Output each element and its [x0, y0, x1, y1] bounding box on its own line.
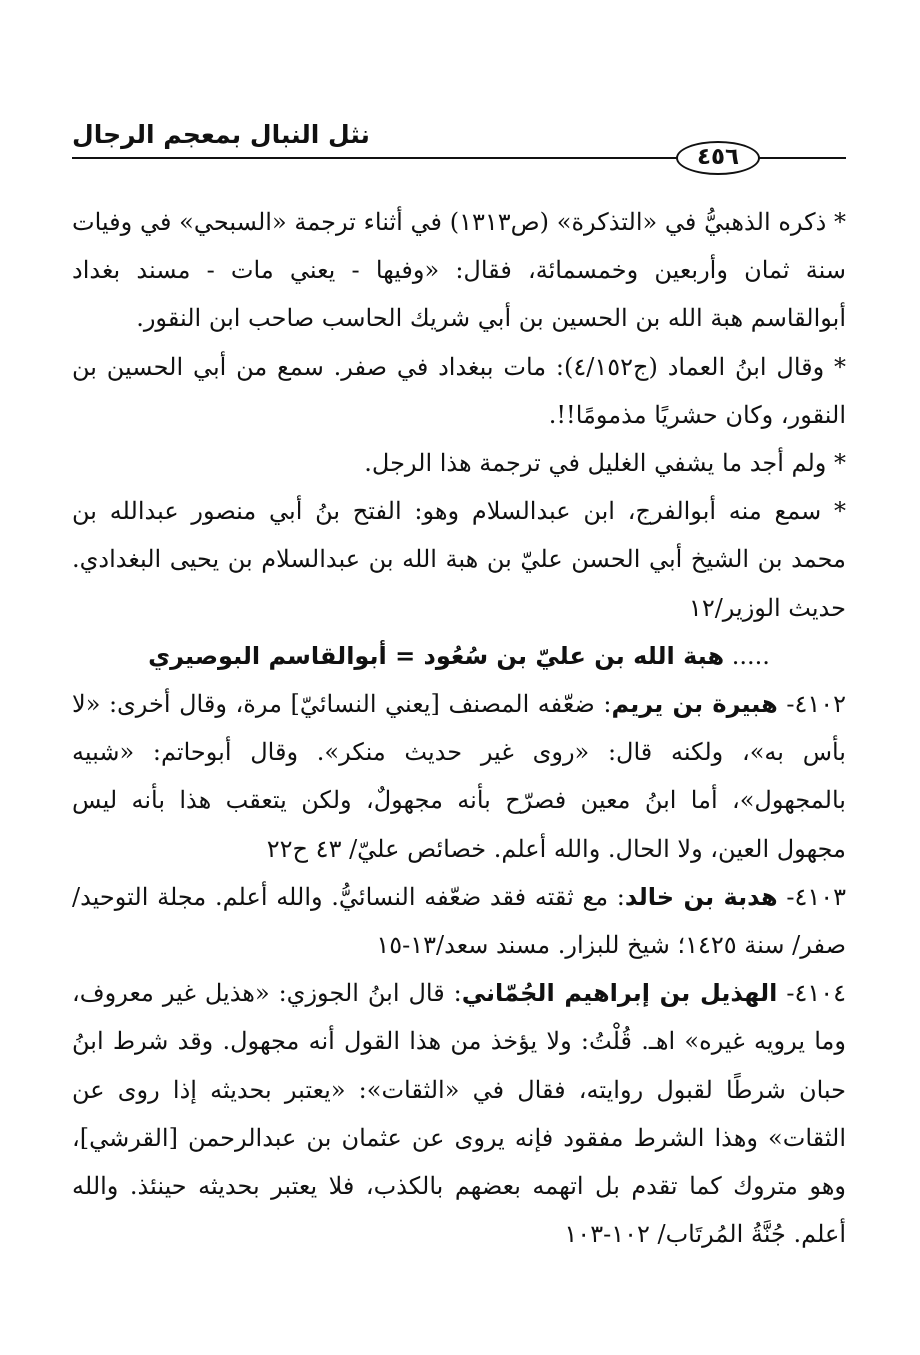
paragraph-text: * ولم أجد ما يشفي الغليل في ترجمة هذا الرجل. — [364, 449, 846, 478]
entry-prefix: ..... — [724, 641, 770, 670]
entry-name: هبة الله بن عليّ بن سُعُود = أبوالقاسم البوصيري — [148, 641, 725, 670]
entry-name: هبيرة بن يريم — [611, 690, 778, 719]
entry-4104 — [72, 969, 846, 1258]
entry-text: : مع ثقته فقد ضعّفه النسائيُّ. والله أعلم. مجلة التوحيد/ صفر/ سنة ١٤٢٥؛ شيخ للبزار. مسند سعد/١٣-١٥ — [72, 882, 846, 960]
entry-number: ٤١٠٤- — [777, 979, 847, 1008]
paragraph-text: * ذكره الذهبيُّ في «التذكرة» (ص١٣١٣) في أثناء ترجمة «السبحي» في وفيات سنة ثمان وأربعين وخمسمائة، فقال: «وفيها - يعني مات - مسند بغداد أبوالقاسم هبة الله بن الحسين بن أبي شريك الحاسب صاحب ابن النقور. — [72, 208, 847, 333]
entry-4102 — [72, 680, 846, 873]
entry-4103 — [72, 873, 846, 969]
entry-text: : ضعّفه المصنف [يعني النسائيّ] مرة، وقال أخرى: «لا بأس به»، ولكنه قال: «روى غير حديث منكر». وقال أبوحاتم: «شبيه بالمجهول»، أما ابنُ معين فصرّح بأنه مجهولٌ، ولكن يتعقب هذا بأنه ليس مجهول العين، ولا الحال. والله أعلم. خصائص عليّ/ ٤٣ ح٢٢ — [72, 690, 846, 863]
paragraph-students — [72, 487, 846, 632]
entry-cross-reference — [72, 632, 846, 680]
paragraph-ibn-al-imad — [72, 343, 846, 439]
running-title: نثل النبال بمعجم الرجال — [72, 120, 370, 149]
page-number-badge: ٤٥٦ — [676, 141, 760, 175]
entry-text: : قال ابنُ الجوزي: «هذيل غير معروف، وما يرويه غيره» اهـ. قُلْتُ: ولا يؤخذ من هذا القول أنه مجهول. وقد شرط ابنُ حبان شرطًا لقبول روايته، فقال في «الثقات»: «يعتبر بحديثه إذا روى عن الثقات» وهذا الشرط مفقود فإنه يروى عن عثمان بن عبدالرحمن [القرشي]، وهو متروك كما تقدم بل اتهمه بعضهم بالكذب، فلا يعتبر بحديثه حينئذ. والله أعلم. جُنَّةُ المُرتَاب/ ١٠٢-١٠٣ — [72, 979, 846, 1249]
entry-name: هدبة بن خالد — [624, 882, 778, 911]
entry-name: الهذيل بن إبراهيم الجُمّاني — [461, 979, 778, 1008]
entry-number: ٤١٠٢- — [777, 690, 846, 719]
page-body — [72, 198, 846, 1258]
paragraph-text: * وقال ابنُ العماد (ج٤/١٥٢): مات ببغداد في صفر. سمع من أبي الحسين بن النقور، وكان حشريًا مذمومًا!!. — [72, 352, 846, 429]
paragraph-dhahabi — [72, 198, 846, 343]
entry-number: ٤١٠٣- — [777, 882, 847, 911]
paragraph-note — [72, 439, 846, 487]
paragraph-text: * سمع منه أبوالفرج، ابن عبدالسلام وهو: الفتح بنُ أبي منصور عبدالله بن محمد بن الشيخ أبي الحسن عليّ بن هبة الله بن عبدالسلام بن يحيى البغدادي. حديث الوزير/١٢ — [72, 497, 846, 622]
